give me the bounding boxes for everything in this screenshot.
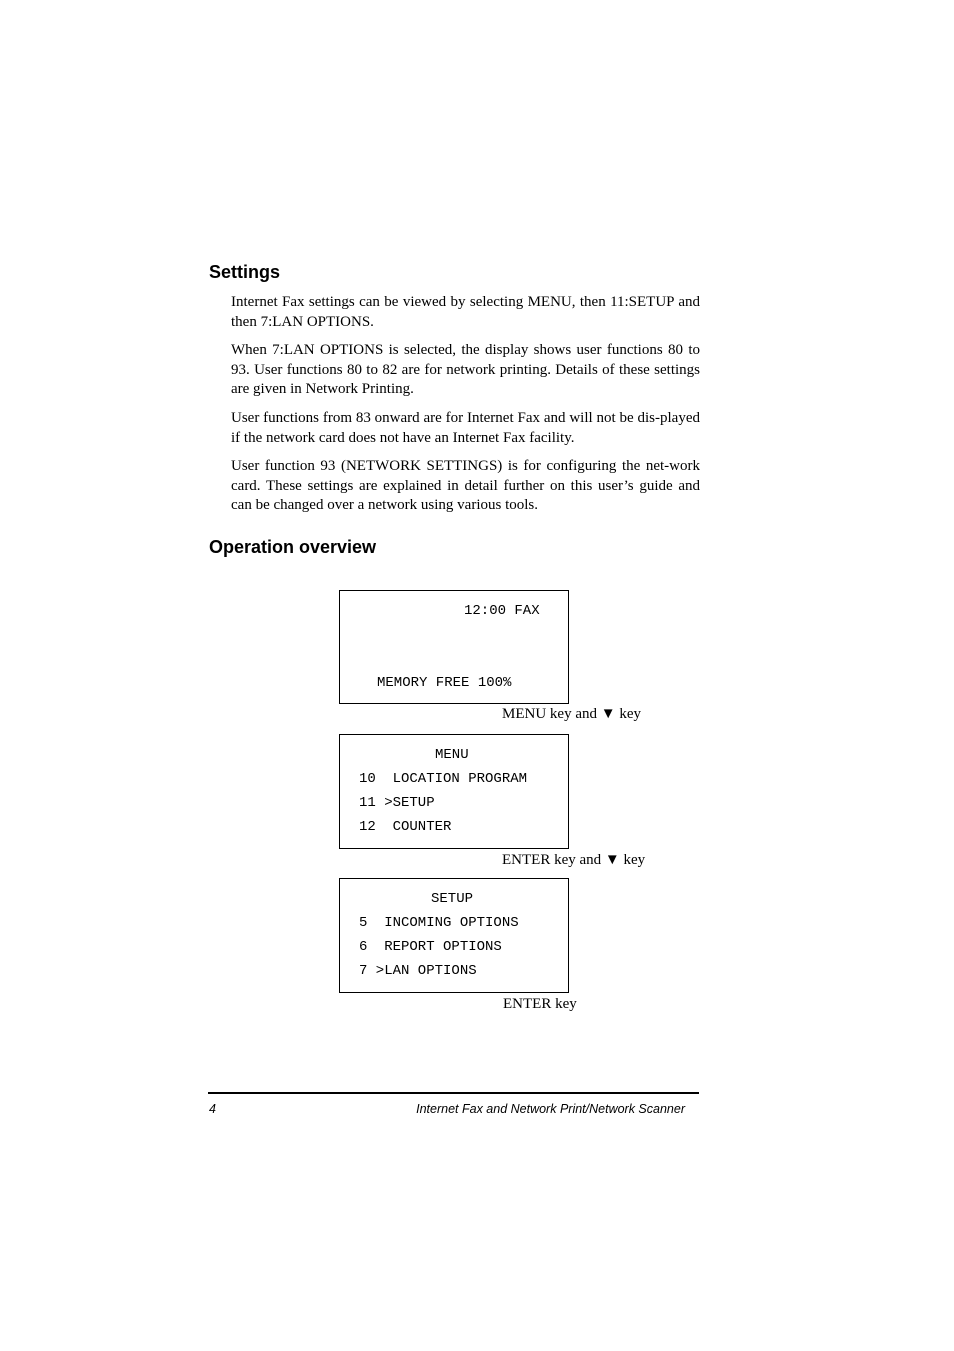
footer-title: Internet Fax and Network Print/Network Scanner bbox=[416, 1102, 685, 1116]
operation-overview-heading: Operation overview bbox=[209, 537, 377, 557]
setup-item-incoming-options: 5 INCOMING OPTIONS bbox=[359, 915, 519, 931]
menu-item-setup: 11 >SETUP bbox=[359, 795, 435, 811]
page-number: 4 bbox=[209, 1102, 216, 1116]
menu-item-counter: 12 COUNTER bbox=[359, 819, 452, 835]
settings-paragraph-1: Internet Fax settings can be viewed by selecting MENU, then 11:SETUP and then 7:LAN OPTIONS. bbox=[231, 294, 700, 330]
standby-time-mode: 12:00 FAX bbox=[464, 603, 540, 619]
setup-display bbox=[339, 878, 569, 993]
settings-heading: Settings bbox=[209, 262, 281, 282]
setup-display-title: SETUP bbox=[431, 891, 474, 907]
setup-item-lan-options: 7 >LAN OPTIONS bbox=[359, 963, 477, 979]
enter-down-key-caption: ENTER key and ▼ key bbox=[502, 852, 646, 868]
standby-memory-status: MEMORY FREE 100% bbox=[377, 675, 512, 691]
menu-item-location-program: 10 LOCATION PROGRAM bbox=[359, 771, 528, 787]
enter-key-caption: ENTER key bbox=[503, 996, 577, 1012]
menu-down-key-caption: MENU key and ▼ key bbox=[502, 706, 641, 722]
settings-paragraph-2: When 7:LAN OPTIONS is selected, the display shows user functions 80 to 93. User functions 80 to 82 are for network printing. Details of these settings are given in Network Printing. bbox=[231, 342, 700, 397]
settings-paragraph-4: User function 93 (NETWORK SETTINGS) is for configuring the net-work card. These settings are explained in detail further on this user’s guide and can be changed over a network using various tools. bbox=[231, 458, 700, 513]
setup-item-report-options: 6 REPORT OPTIONS bbox=[359, 939, 502, 955]
menu-display-title: MENU bbox=[435, 747, 469, 763]
standby-display bbox=[339, 590, 569, 704]
menu-display bbox=[339, 734, 569, 849]
settings-paragraph-3: User functions from 83 onward are for Internet Fax and will not be dis-played if the network card does not have an Internet Fax facility. bbox=[231, 410, 700, 446]
footer-rule bbox=[208, 1092, 699, 1094]
